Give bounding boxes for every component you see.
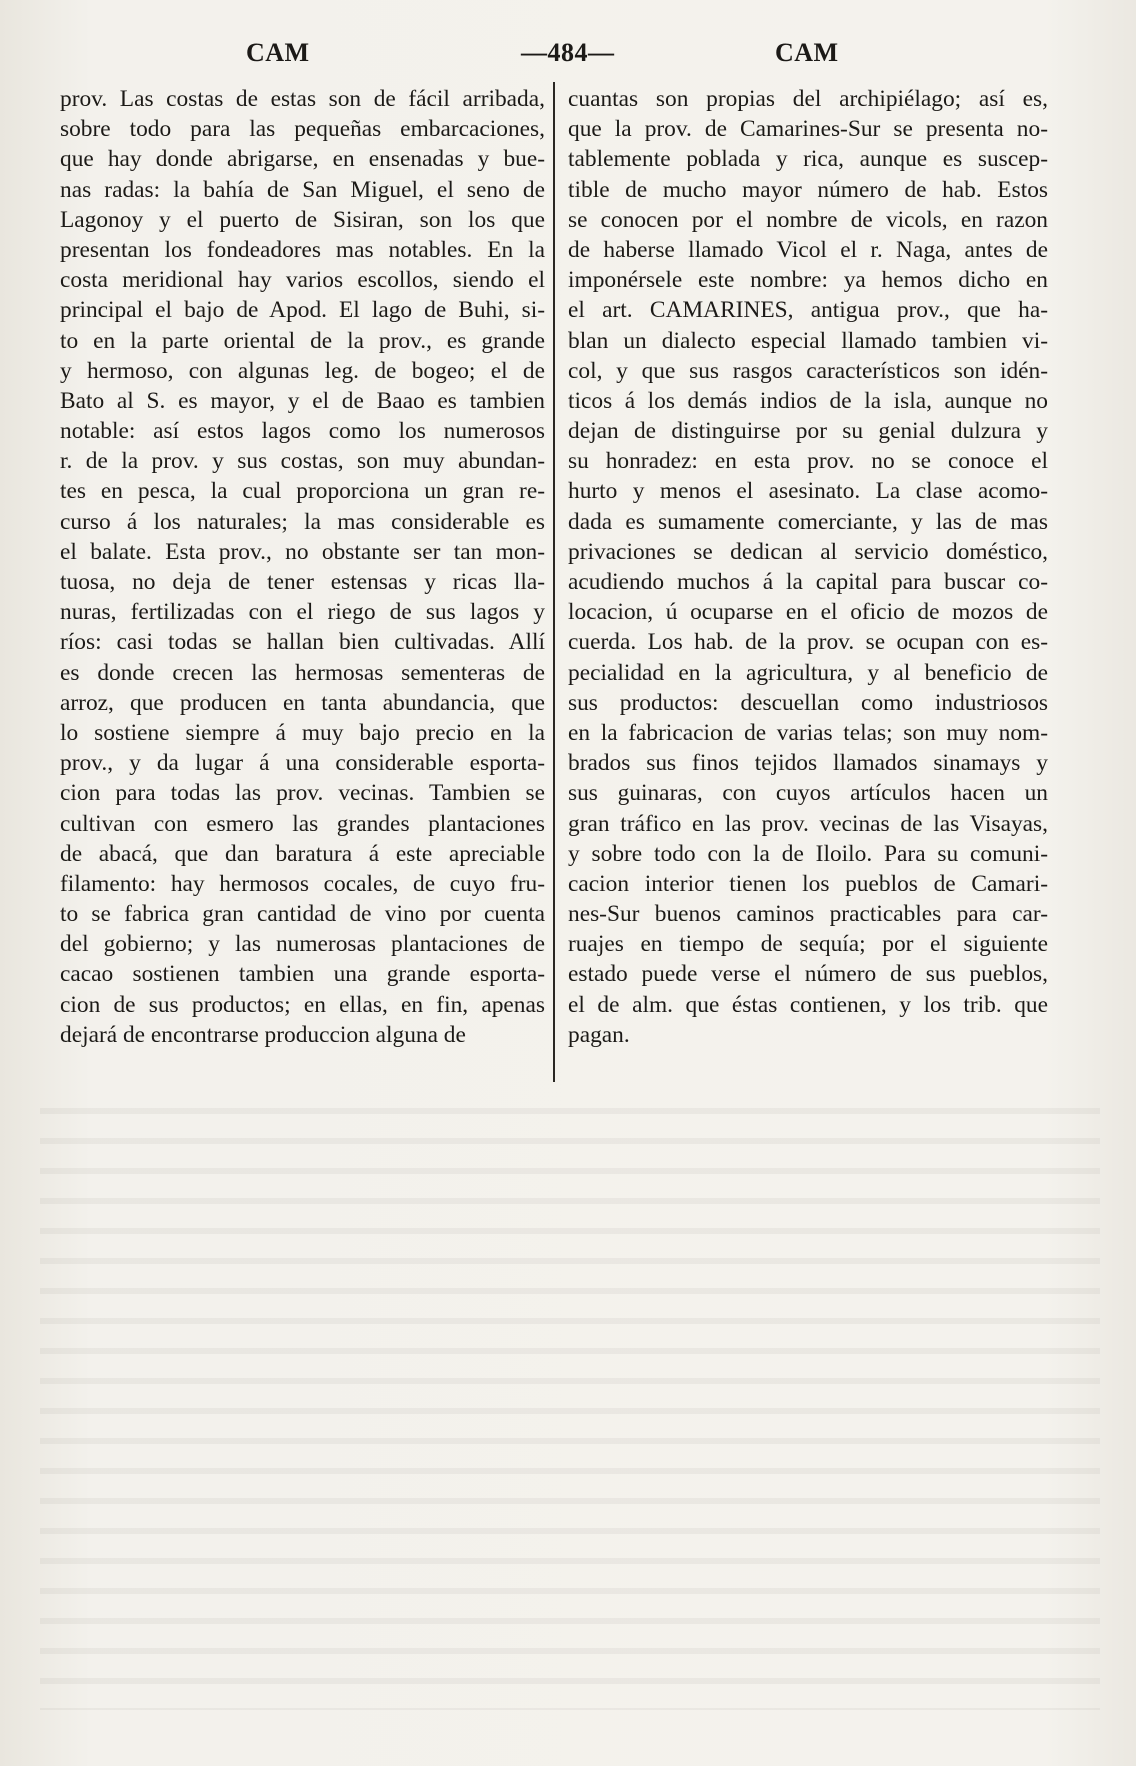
text-line: tuosa, no deja de tener estensas y ricas lla- [60,569,545,595]
text-line: cacao sostienen tambien una grande esporta- [60,961,545,988]
page-number: —484— [521,38,615,67]
text-line: estado puede verse el número de sus pueblos, [568,961,1048,988]
text-line: nes-Sur buenos caminos practicables para car- [568,901,1048,928]
text-line: notable: así estos lagos como los numerosos [60,418,545,445]
text-line: su honradez: en esta prov. no se conoce el [568,448,1048,475]
text-line: ruajes en tiempo de sequía; por el siguiente [568,931,1048,958]
running-header [0,38,1136,78]
text-line: de haberse llamado Vicol el r. Naga, antes de [568,236,1048,263]
text-line: cion de sus productos; en ellas, en fin, apenas [60,991,545,1018]
text-line: tablemente poblada y rica, aunque es suscep- [568,146,1048,173]
text-line: brados sus finos tejidos llamados sinamays y [568,750,1048,777]
text-line: gran tráfico en las prov. vecinas de las Visayas, [568,810,1048,837]
text-line: se conocen por el nombre de vicols, en razon [568,206,1048,233]
text-line: y sobre todo con la de Iloilo. Para su comuni- [568,840,1048,867]
text-line: imponérsele este nombre: ya hemos dicho en [568,267,1048,294]
text-line: sus productos: descuellan como industriosos [568,689,1048,716]
text-line: el balate. Esta prov., no obstante ser tan mon- [60,538,545,565]
text-line: cultivan con esmero las grandes plantaciones [60,810,545,837]
text-line: nuras, fertilizadas con el riego de sus lagos y [60,599,545,626]
left-text-column [60,84,545,1050]
text-line: que hay donde abrigarse, en ensenadas y bue- [60,146,545,173]
text-line: y hermoso, con algunas leg. de bogeo; el de [60,357,545,384]
text-line: cuerda. Los hab. de la prov. se ocupan con es- [568,629,1048,656]
text-line: cuantas son propias del archipiélago; así es, [568,86,1048,112]
text-line: principal el bajo de Apod. El lago de Buhi, si- [60,297,545,324]
text-line: el art. CAMARINES, antigua prov., que ha- [568,297,1048,324]
header-left-guide-word: CAM [246,38,310,67]
text-line: que la prov. de Camarines-Sur se presenta no- [568,116,1048,143]
text-line: prov., y da lugar á una considerable esporta- [60,750,545,777]
text-line: prov. Las costas de estas son de fácil arribada, [60,86,545,112]
text-line: Bato al S. es mayor, y el de Baao es tambien [60,387,545,414]
text-line: acudiendo muchos á la capital para buscar co- [568,569,1048,595]
text-line: pagan. [568,1021,630,1048]
text-line: en la fabricacion de varias telas; son muy nom- [568,719,1048,746]
column-divider [553,82,555,1082]
text-line: presentan los fondeadores mas notables. En la [60,236,545,263]
text-line: hurto y menos el asesinato. La clase acomo- [568,478,1048,505]
text-line: locacion, ú ocuparse en el oficio de mozos de [568,599,1048,626]
text-line: to en la parte oriental de la prov., es grande [60,327,545,354]
text-line: dejan de distinguirse por su genial dulzura y [568,418,1048,445]
header-right-guide-word: CAM [775,38,839,67]
show-through-texture [40,1090,1100,1710]
text-line: del gobierno; y las numerosas plantaciones de [60,931,545,958]
text-line: blan un dialecto especial llamado tambien vi- [568,327,1048,354]
text-line: arroz, que producen en tanta abundancia, que [60,689,545,716]
text-line: r. de la prov. y sus costas, son muy abundan- [60,448,545,475]
text-line: lo sostiene siempre á muy bajo precio en la [60,719,545,746]
text-line: el de alm. que éstas contienen, y los trib. que [568,991,1048,1018]
text-line: sobre todo para las pequeñas embarcaciones, [60,116,545,143]
text-line: ticos á los demás indios de la isla, aunque no [568,387,1048,414]
text-line: dejará de encontrarse produccion alguna de [60,1021,466,1048]
text-line: filamento: hay hermosos cocales, de cuyo fru- [60,870,545,897]
text-line: cacion interior tienen los pueblos de Camari- [568,870,1048,897]
text-line: Lagonoy y el puerto de Sisiran, son los que [60,206,545,233]
text-line: cion para todas las prov. vecinas. Tambien se [60,780,545,807]
text-line: curso á los naturales; la mas considerable es [60,508,545,535]
text-line: tes en pesca, la cual proporciona un gran re- [60,478,545,505]
text-line: costa meridional hay varios escollos, siendo el [60,267,545,294]
right-text-column [568,84,1048,1050]
text-line: nas radas: la bahía de San Miguel, el seno de [60,176,545,203]
text-line: col, y que sus rasgos característicos son idén- [568,357,1048,384]
text-line: sus guinaras, con cuyos artículos hacen un [568,780,1048,807]
text-line: tible de mucho mayor número de hab. Estos [568,176,1048,203]
text-line: privaciones se dedican al servicio doméstico, [568,538,1048,565]
text-line: es donde crecen las hermosas sementeras de [60,659,545,686]
text-line: dada es sumamente comerciante, y las de mas [568,508,1048,535]
text-line: pecialidad en la agricultura, y al beneficio de [568,659,1048,686]
text-line: to se fabrica gran cantidad de vino por cuenta [60,901,545,928]
text-line: ríos: casi todas se hallan bien cultivadas. Allí [60,629,545,656]
text-line: de abacá, que dan baratura á este apreciable [60,840,545,867]
